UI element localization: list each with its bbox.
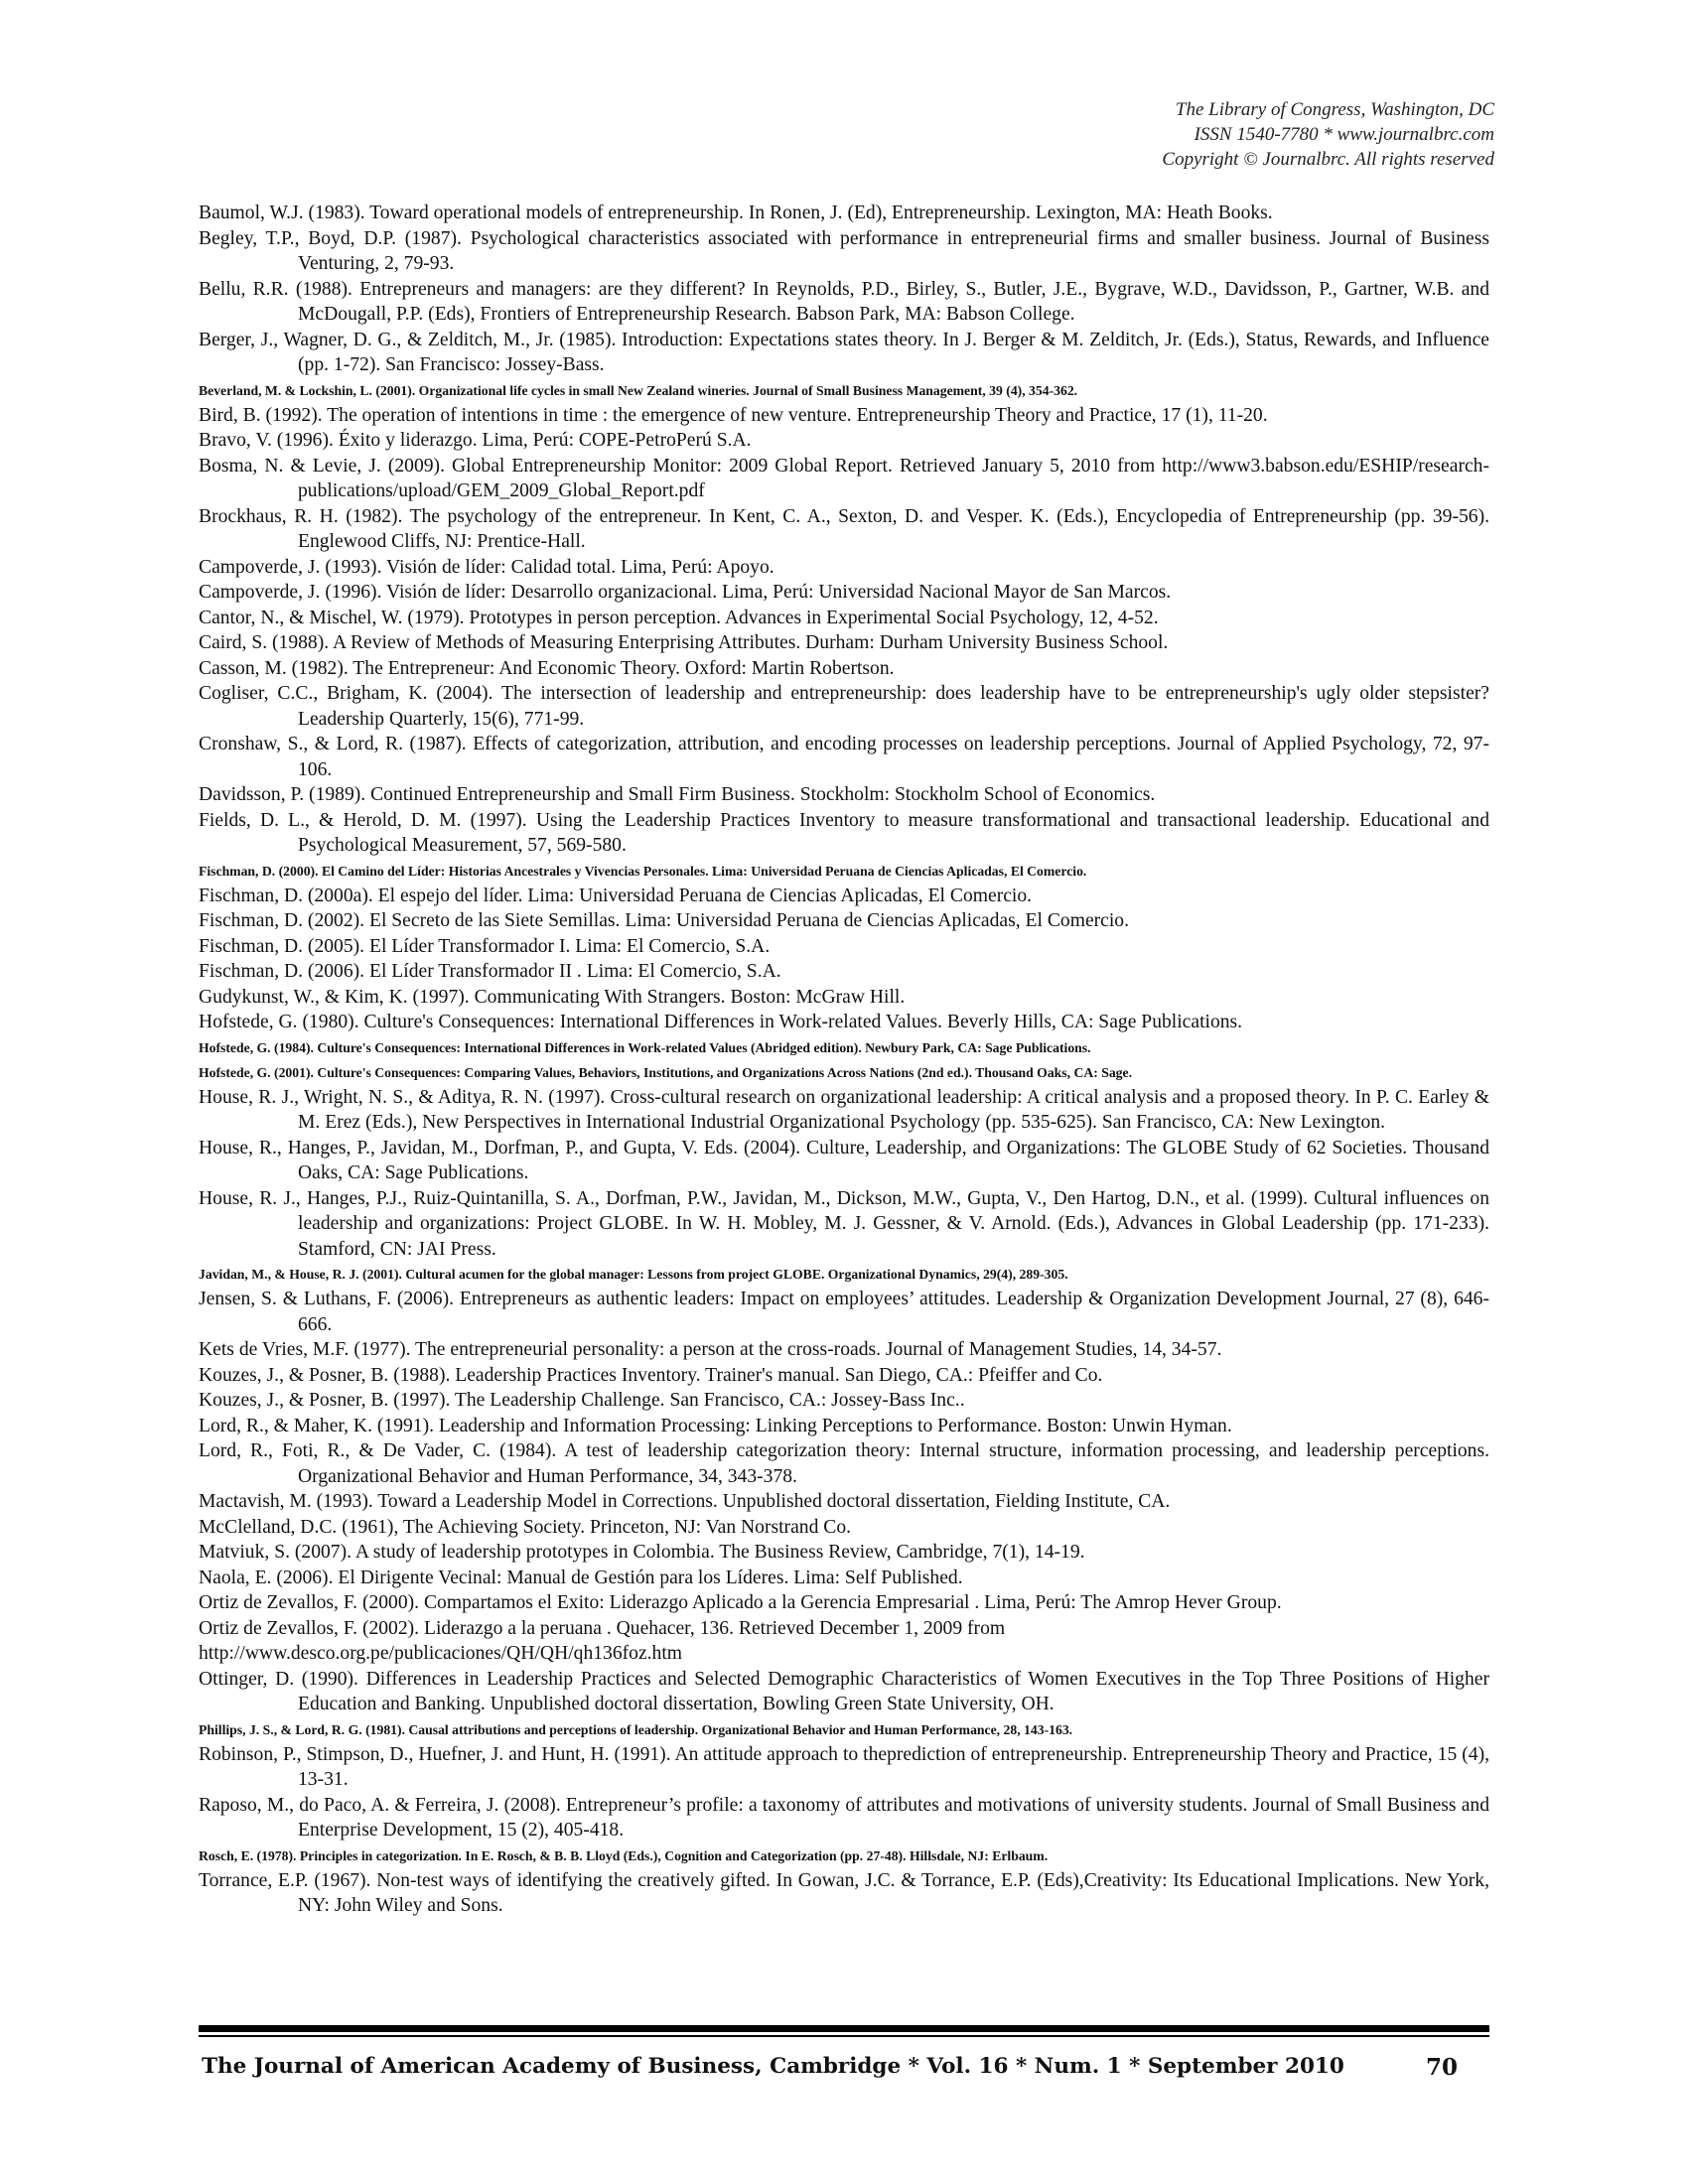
reference-entry: Robinson, P., Stimpson, D., Huefner, J. and Hunt, H. (1991). An attitude approach to theprediction of entrepreneurship. Entrepreneurship Theory and Practice, 15 (4), 13-31. xyxy=(199,1743,1489,1790)
reference-entry: Fischman, D. (2000). El Camino del Líder: Historias Ancestrales y Vivencias Personales. Lima: Universidad Peruana de Ciencias Aplicadas, El Comercio. xyxy=(199,863,1087,879)
reference-entry: Matviuk, S. (2007). A study of leadership prototypes in Colombia. The Business Review, Cambridge, 7(1), 14-19. xyxy=(199,1542,1085,1563)
reference-entry: Fischman, D. (2000a). El espejo del líder. Lima: Universidad Peruana de Ciencias Aplicadas, El Comercio. xyxy=(199,885,1033,906)
reference-entry: Cogliser, C.C., Brigham, K. (2004). The intersection of leadership and entrepreneurship: does leadership have to be entrepreneurship's ugly older stepsister? Leadership Quarterly, 15(6), 771-99. xyxy=(199,683,1489,730)
reference-entry: Mactavish, M. (1993). Toward a Leadership Model in Corrections. Unpublished doctoral dissertation, Fielding Institute, CA. xyxy=(199,1491,1171,1512)
reference-entry: Beverland, M. & Lockshin, L. (2001). Organizational life cycles in small New Zealand wineries. Journal of Small Business Management, 39 (4), 354-362. xyxy=(199,382,1078,398)
reference-entry: Bosma, N. & Levie, J. (2009). Global Entrepreneurship Monitor: 2009 Global Report. Retrieved January 5, 2010 from http://www3.babson.edu/ESHIP/research-publications/upload/GEM_2009_Global_Report.pdf xyxy=(199,455,1489,501)
reference-list xyxy=(199,201,1489,1919)
reference-entry: Davidsson, P. (1989). Continued Entrepreneurship and Small Firm Business. Stockholm: Stockholm School of Economics. xyxy=(199,784,1156,805)
reference-entry: Phillips, J. S., & Lord, R. G. (1981). Causal attributions and perceptions of leadership. Organizational Behavior and Human Performance, 28, 143-163. xyxy=(199,1721,1073,1737)
reference-entry: Campoverde, J. (1996). Visión de líder: Desarrollo organizacional. Lima, Perú: Universidad Nacional Mayor de San Marcos. xyxy=(199,582,1172,603)
reference-entry: Ottinger, D. (1990). Differences in Leadership Practices and Selected Demographic Characteristics of Women Executives in the Top Three Positions of Higher Education and Banking. Unpublished doctoral dissertation, Bowling Green State University, OH. xyxy=(199,1668,1489,1714)
reference-entry: http://www.desco.org.pe/publicaciones/QH/QH/qh136foz.htm xyxy=(199,1643,683,1664)
footer-rule-thick xyxy=(199,2025,1489,2032)
reference-entry: Brockhaus, R. H. (1982). The psychology of the entrepreneur. In Kent, C. A., Sexton, D. and Vesper. K. (Eds.), Encyclopedia of Entrepreneurship (pp. 39-56). Englewood Cliffs, NJ: Prentice-Hall. xyxy=(199,505,1489,552)
reference-entry: Gudykunst, W., & Kim, K. (1997). Communicating With Strangers. Boston: McGraw Hill. xyxy=(199,986,906,1008)
reference-entry: Javidan, M., & House, R. J. (2001). Cultural acumen for the global manager: Lessons from project GLOBE. Organizational Dynamics, 29(4), 289-305. xyxy=(199,1267,1068,1282)
footer-rule-thin xyxy=(199,2035,1489,2037)
header-copyright-line: Copyright © Journalbrc. All rights reserved xyxy=(1162,149,1494,170)
reference-entry: Lord, R., Foti, R., & De Vader, C. (1984). A test of leadership categorization theory: Internal structure, information processing, and leadership perceptions. Organizational Behavior and Human Performance, 34, 343-378. xyxy=(199,1440,1489,1487)
reference-entry: Bellu, R.R. (1988). Entrepreneurs and managers: are they different? In Reynolds, P.D., Birley, S., Butler, J.E., Bygrave, W.D., Davidsson, P., Gartner, W.B. and McDougall, P.P. (Eds), Frontiers of Entrepreneurship Research. Babson Park, MA: Babson College. xyxy=(199,278,1489,325)
reference-entry: Casson, M. (1982). The Entrepreneur: And Economic Theory. Oxford: Martin Robertson. xyxy=(199,657,895,679)
reference-entry: Campoverde, J. (1993). Visión de líder: Calidad total. Lima, Perú: Apoyo. xyxy=(199,556,774,578)
reference-entry: Hofstede, G. (2001). Culture's Consequences: Comparing Values, Behaviors, Institutions, and Organizations Across Nations (2nd ed.). Thousand Oaks, CA: Sage. xyxy=(199,1064,1132,1080)
reference-entry: Kouzes, J., & Posner, B. (1988). Leadership Practices Inventory. Trainer's manual. San Diego, CA.: Pfeiffer and Co. xyxy=(199,1364,1103,1386)
reference-entry: Begley, T.P., Boyd, D.P. (1987). Psychological characteristics associated with performance in entrepreneurial firms and smaller business. Journal of Business Venturing, 2, 79-93. xyxy=(199,227,1489,274)
reference-entry: Cronshaw, S., & Lord, R. (1987). Effects of categorization, attribution, and encoding processes on leadership perceptions. Journal of Applied Psychology, 72, 97-106. xyxy=(199,734,1489,780)
page-header xyxy=(1162,97,1494,172)
reference-entry: Bravo, V. (1996). Éxito y liderazgo. Lima, Perú: COPE-PetroPerú S.A. xyxy=(199,430,752,451)
header-issn-line: ISSN 1540-7780 * www.journalbrc.com xyxy=(1194,124,1494,145)
page-number: 70 xyxy=(1425,2054,1458,2081)
reference-entry: Berger, J., Wagner, D. G., & Zelditch, M., Jr. (1985). Introduction: Expectations states theory. In J. Berger & M. Zelditch, Jr. (Eds.), Status, Rewards, and Influence (pp. 1-72). San Francisco: Jossey-Bass. xyxy=(199,329,1489,375)
reference-entry: McClelland, D.C. (1961), The Achieving Society. Princeton, NJ: Van Norstrand Co. xyxy=(199,1516,852,1538)
reference-entry: Ortiz de Zevallos, F. (2002). Liderazgo a la peruana . Quehacer, 136. Retrieved December 1, 2009 from xyxy=(199,1617,1006,1639)
reference-entry: House, R., Hanges, P., Javidan, M., Dorfman, P., and Gupta, V. Eds. (2004). Culture, Leadership, and Organizations: The GLOBE Study of 62 Societies. Thousand Oaks, CA: Sage Publications. xyxy=(199,1137,1489,1183)
reference-entry: Raposo, M., do Paco, A. & Ferreira, J. (2008). Entrepreneur’s profile: a taxonomy of attributes and motivations of university students. Journal of Small Business and Enterprise Development, 15 (2), 405-418. xyxy=(199,1794,1489,1841)
reference-entry: Fischman, D. (2006). El Líder Transformador II . Lima: El Comercio, S.A. xyxy=(199,961,781,982)
reference-entry: Lord, R., & Maher, K. (1991). Leadership and Information Processing: Linking Perceptions to Performance. Boston: Unwin Hyman. xyxy=(199,1415,1232,1436)
reference-entry: Caird, S. (1988). A Review of Methods of Measuring Enterprising Attributes. Durham: Durham University Business School. xyxy=(199,632,1169,653)
reference-entry: Torrance, E.P. (1967). Non-test ways of identifying the creatively gifted. In Gowan, J.C. & Torrance, E.P. (Eds),Creativity: Its Educational Implications. New York, NY: John Wiley and Sons. xyxy=(199,1869,1489,1916)
reference-entry: Ortiz de Zevallos, F. (2000). Compartamos el Exito: Liderazgo Aplicado a la Gerencia Empresarial . Lima, Perú: The Amrop Hever Group. xyxy=(199,1592,1282,1613)
reference-entry: House, R. J., Wright, N. S., & Aditya, R. N. (1997). Cross-cultural research on organizational leadership: A critical analysis and a proposed theory. In P. C. Earley & M. Erez (Eds.), New Perspectives in International Industrial Organizational Psychology (pp. 535-625). San Francisco, CA: New Lexington. xyxy=(199,1086,1489,1133)
reference-entry: Jensen, S. & Luthans, F. (2006). Entrepreneurs as authentic leaders: Impact on employees’ attitudes. Leadership & Organization Development Journal, 27 (8), 646-666. xyxy=(199,1289,1489,1335)
reference-entry: Rosch, E. (1978). Principles in categorization. In E. Rosch, & B. B. Lloyd (Eds.), Cognition and Categorization (pp. 27-48). Hillsdale, NJ: Erlbaum. xyxy=(199,1847,1049,1863)
reference-entry: Kouzes, J., & Posner, B. (1997). The Leadership Challenge. San Francisco, CA.: Jossey-Bass Inc.. xyxy=(199,1390,965,1411)
reference-entry: Hofstede, G. (1980). Culture's Consequences: International Differences in Work-related Values. Beverly Hills, CA: Sage Publications. xyxy=(199,1012,1243,1032)
reference-entry: House, R. J., Hanges, P.J., Ruiz-Quintanilla, S. A., Dorfman, P.W., Javidan, M., Dickson, M.W., Gupta, V., Den Hartog, D.N., et al. (1999). Cultural influences on leadership and organizations: Project GLOBE. In W. H. Mobley, M. J. Gessner, & V. Arnold. (Eds.), Advances in Global Leadership (pp. 171-233). Stamford, CN: JAI Press. xyxy=(199,1187,1489,1260)
header-library-line: The Library of Congress, Washington, DC xyxy=(1175,99,1494,120)
footer-journal-title: The Journal of American Academy of Business, Cambridge * Vol. 16 * Num. 1 * September 2010 xyxy=(202,2054,1344,2079)
reference-entry: Cantor, N., & Mischel, W. (1979). Prototypes in person perception. Advances in Experimental Social Psychology, 12, 4-52. xyxy=(199,607,1159,628)
reference-entry: Fischman, D. (2005). El Líder Transformador I. Lima: El Comercio, S.A. xyxy=(199,935,771,957)
reference-entry: Bird, B. (1992). The operation of intentions in time : the emergence of new venture. Entrepreneurship Theory and Practice, 17 (1), 11-20. xyxy=(199,404,1268,426)
reference-entry: Hofstede, G. (1984). Culture's Consequences: International Differences in Work-related Values (Abridged edition). Newbury Park, CA: Sage Publications. xyxy=(199,1039,1091,1055)
reference-entry: Baumol, W.J. (1983). Toward operational models of entrepreneurship. In Ronen, J. (Ed), Entrepreneurship. Lexington, MA: Heath Books. xyxy=(199,203,1273,223)
reference-entry: Kets de Vries, M.F. (1977). The entrepreneurial personality: a person at the cross-roads. Journal of Management Studies, 14, 34-57. xyxy=(199,1339,1222,1360)
reference-entry: Fields, D. L., & Herold, D. M. (1997). Using the Leadership Practices Inventory to measure transformational and transactional leadership. Educational and Psychological Measurement, 57, 569-580. xyxy=(199,809,1489,856)
reference-entry: Naola, E. (2006). El Dirigente Vecinal: Manual de Gestión para los Líderes. Lima: Self Published. xyxy=(199,1567,963,1588)
reference-entry: Fischman, D. (2002). El Secreto de las Siete Semillas. Lima: Universidad Peruana de Ciencias Aplicadas, El Comercio. xyxy=(199,910,1130,931)
